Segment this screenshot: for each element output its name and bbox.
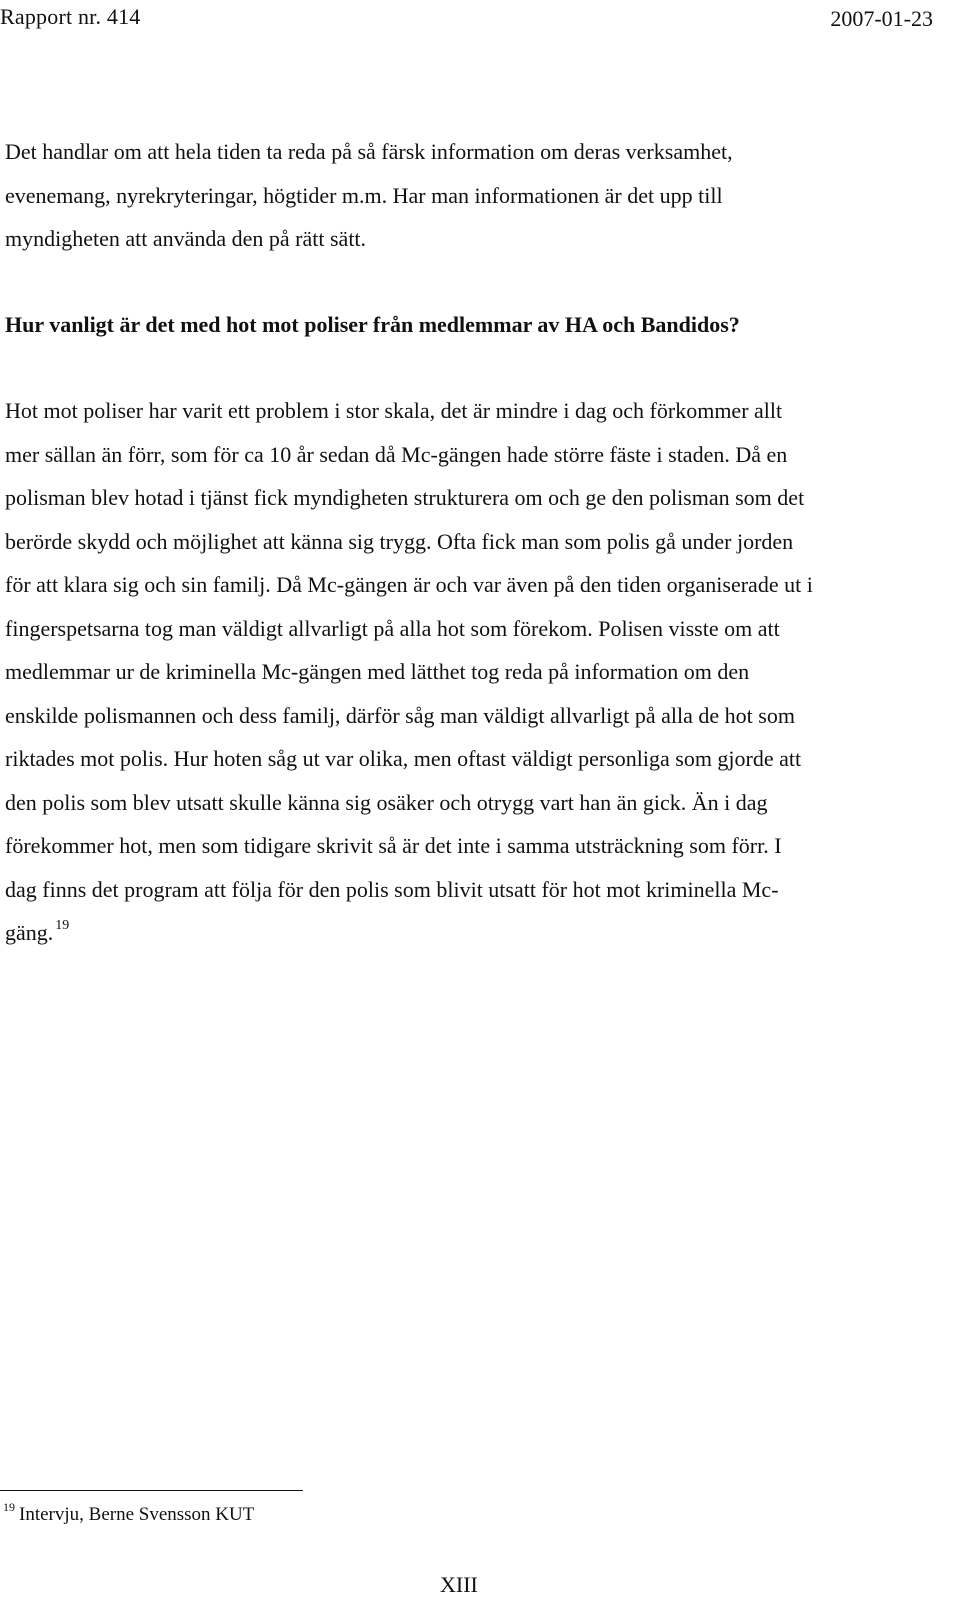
- paragraph-answer: [5, 389, 935, 955]
- text-line: riktades mot polis. Hur hoten såg ut var olika, men oftast väldigt personliga som gjorde att: [5, 746, 802, 771]
- text-line: myndigheten att använda den på rätt sätt.: [5, 226, 367, 251]
- footnote-number: 19: [3, 1500, 15, 1514]
- text-line: förekommer hot, men som tidigare skrivit så är det inte i samma utsträckning som förr. I: [5, 833, 782, 858]
- text-line: polisman blev hotad i tjänst fick myndigheten strukturera om och ge den polisman som det: [5, 485, 805, 510]
- text-line: medlemmar ur de kriminella Mc-gängen med lätthet tog reda på information om den: [5, 659, 750, 684]
- footnote-reference[interactable]: 19: [55, 918, 70, 933]
- text-line: dag finns det program att följa för den polis som blivit utsatt för hot mot kriminella Mc-: [5, 876, 779, 902]
- footnote-text: Intervju, Berne Svensson KUT: [19, 1504, 255, 1525]
- footnote: [0, 1498, 254, 1532]
- text-line-last: [5, 911, 935, 955]
- text-line: Det handlar om att hela tiden ta reda på så färsk information om deras verksamhet,: [5, 139, 733, 164]
- page-number: XIII: [440, 1572, 478, 1597]
- text-line: fingerspetsarna tog man väldigt allvarligt på alla hot som förekom. Polisen visste om att: [5, 615, 780, 641]
- text-line: enskilde polismannen och dess familj, därför såg man väldigt allvarligt på alla de hot som: [5, 702, 795, 728]
- report-number: Rapport nr. 414: [0, 4, 141, 29]
- text-line: Hot mot poliser har varit ett problem i stor skala, det är mindre i dag och förkommer allt: [5, 398, 783, 423]
- text-line: den polis som blev utsatt skulle känna sig osäker och otrygg vart han än gick. Än i dag: [5, 789, 768, 815]
- paragraph-intro: [5, 130, 935, 261]
- footnote-divider: [0, 1490, 303, 1491]
- text-line: för att klara sig och sin familj. Då Mc-gängen är och var även på den tiden organiserade ut i: [5, 572, 813, 597]
- text-line: berörde skydd och möjlighet att känna sig trygg. Ofta fick man som polis gå under jorden: [5, 528, 794, 554]
- text-line: evenemang, nyrekryteringar, högtider m.m. Har man informationen är det upp till: [5, 182, 723, 208]
- text-line-end: gäng.: [5, 920, 54, 945]
- text-line: mer sällan än förr, som för ca 10 år sedan då Mc-gängen hade större fäste i staden. Då en: [5, 441, 788, 467]
- report-date: 2007-01-23: [830, 6, 933, 31]
- question-heading: Hur vanligt är det med hot mot poliser från medlemmar av HA och Bandidos?: [5, 312, 740, 337]
